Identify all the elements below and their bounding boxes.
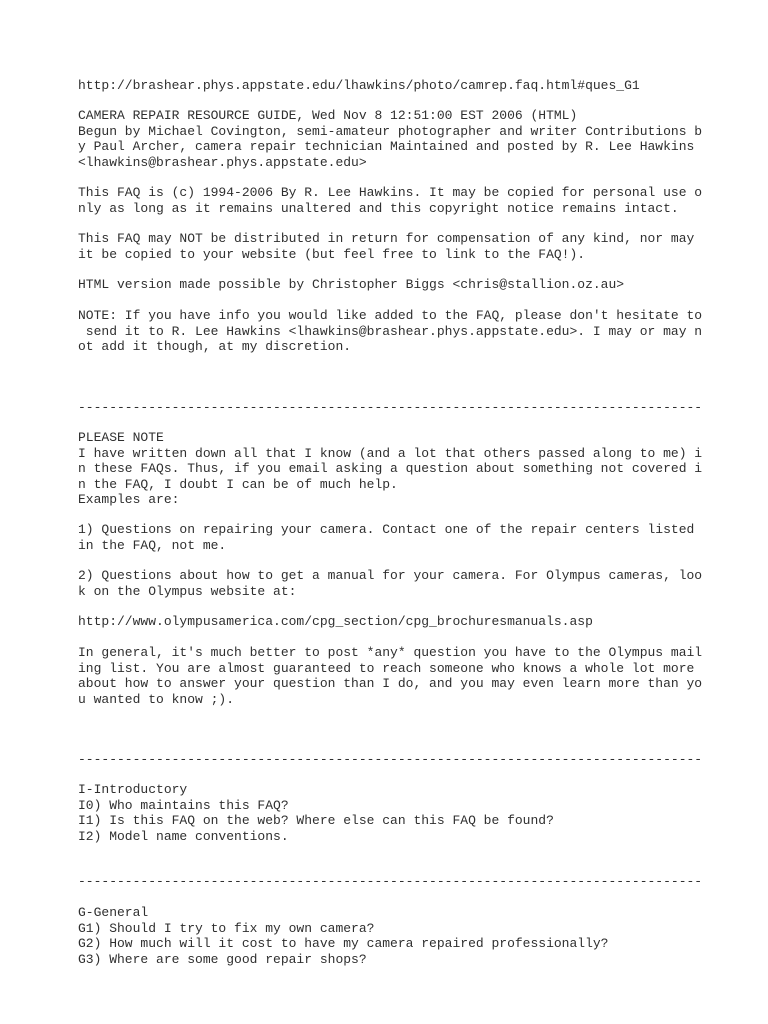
introductory-section: I-Introductory I0) Who maintains this FAQ? I1) Is this FAQ on the web? Where else can this FAQ be found? I2) Model name conventions. <box>78 782 554 844</box>
horizontal-rule: -------------------------------------------------------------------------------- <box>78 752 703 767</box>
note-paragraph: NOTE: If you have info you would like added to the FAQ, please don't hesitate to send it to R. Lee Hawkins <lhawkins@brashear.phys.appstate.edu>. I may or may n ot add it though, at my discretion. <box>78 308 703 355</box>
title-block: CAMERA REPAIR RESOURCE GUIDE, Wed Nov 8 12:51:00 EST 2006 (HTML) Begun by Michael Covington, semi-amateur photographer and writer Contributions b y Paul Archer, camera repair technician Maintained and posted by R. Lee Hawkins <lhawkins@brashear.phys.appstate.edu> <box>78 108 703 170</box>
horizontal-rule: -------------------------------------------------------------------------------- <box>78 400 703 415</box>
example-1-paragraph: 1) Questions on repairing your camera. Contact one of the repair centers listed in the FAQ, not me. <box>78 522 695 553</box>
olympus-manuals-url: http://www.olympusamerica.com/cpg_section/cpg_brochuresmanuals.asp <box>78 614 593 629</box>
distribution-paragraph: This FAQ may NOT be distributed in return for compensation of any kind, nor may it be copied to your website (but feel free to link to the FAQ!). <box>78 231 695 262</box>
horizontal-rule: -------------------------------------------------------------------------------- <box>78 874 703 889</box>
copyright-paragraph: This FAQ is (c) 1994-2006 By R. Lee Hawkins. It may be copied for personal use o nly as long as it remains unaltered and this copyright notice remains intact. <box>78 185 703 216</box>
example-2-paragraph: 2) Questions about how to get a manual for your camera. For Olympus cameras, loo k on the Olympus website at: <box>78 568 703 599</box>
general-advice-paragraph: In general, it's much better to post *any* question you have to the Olympus mail ing list. You are almost guaranteed to reach someone who knows a whole lot more about how to answer your question than I do, and you may even learn more than yo u wanted to know ;). <box>78 645 703 707</box>
general-section: G-General G1) Should I try to fix my own camera? G2) How much will it cost to have my camera repaired professionally? G3) Where are some good repair shops? <box>78 905 609 967</box>
source-url: http://brashear.phys.appstate.edu/lhawkins/photo/camrep.faq.html#ques_G1 <box>78 78 640 93</box>
html-credit-paragraph: HTML version made possible by Christopher Biggs <chris@stallion.oz.au> <box>78 277 625 292</box>
please-note-paragraph: PLEASE NOTE I have written down all that I know (and a lot that others passed along to me) i n these FAQs. Thus, if you email asking a question about something not covered i n the FAQ, I doubt I can be of much help. Examples are: <box>78 430 703 508</box>
